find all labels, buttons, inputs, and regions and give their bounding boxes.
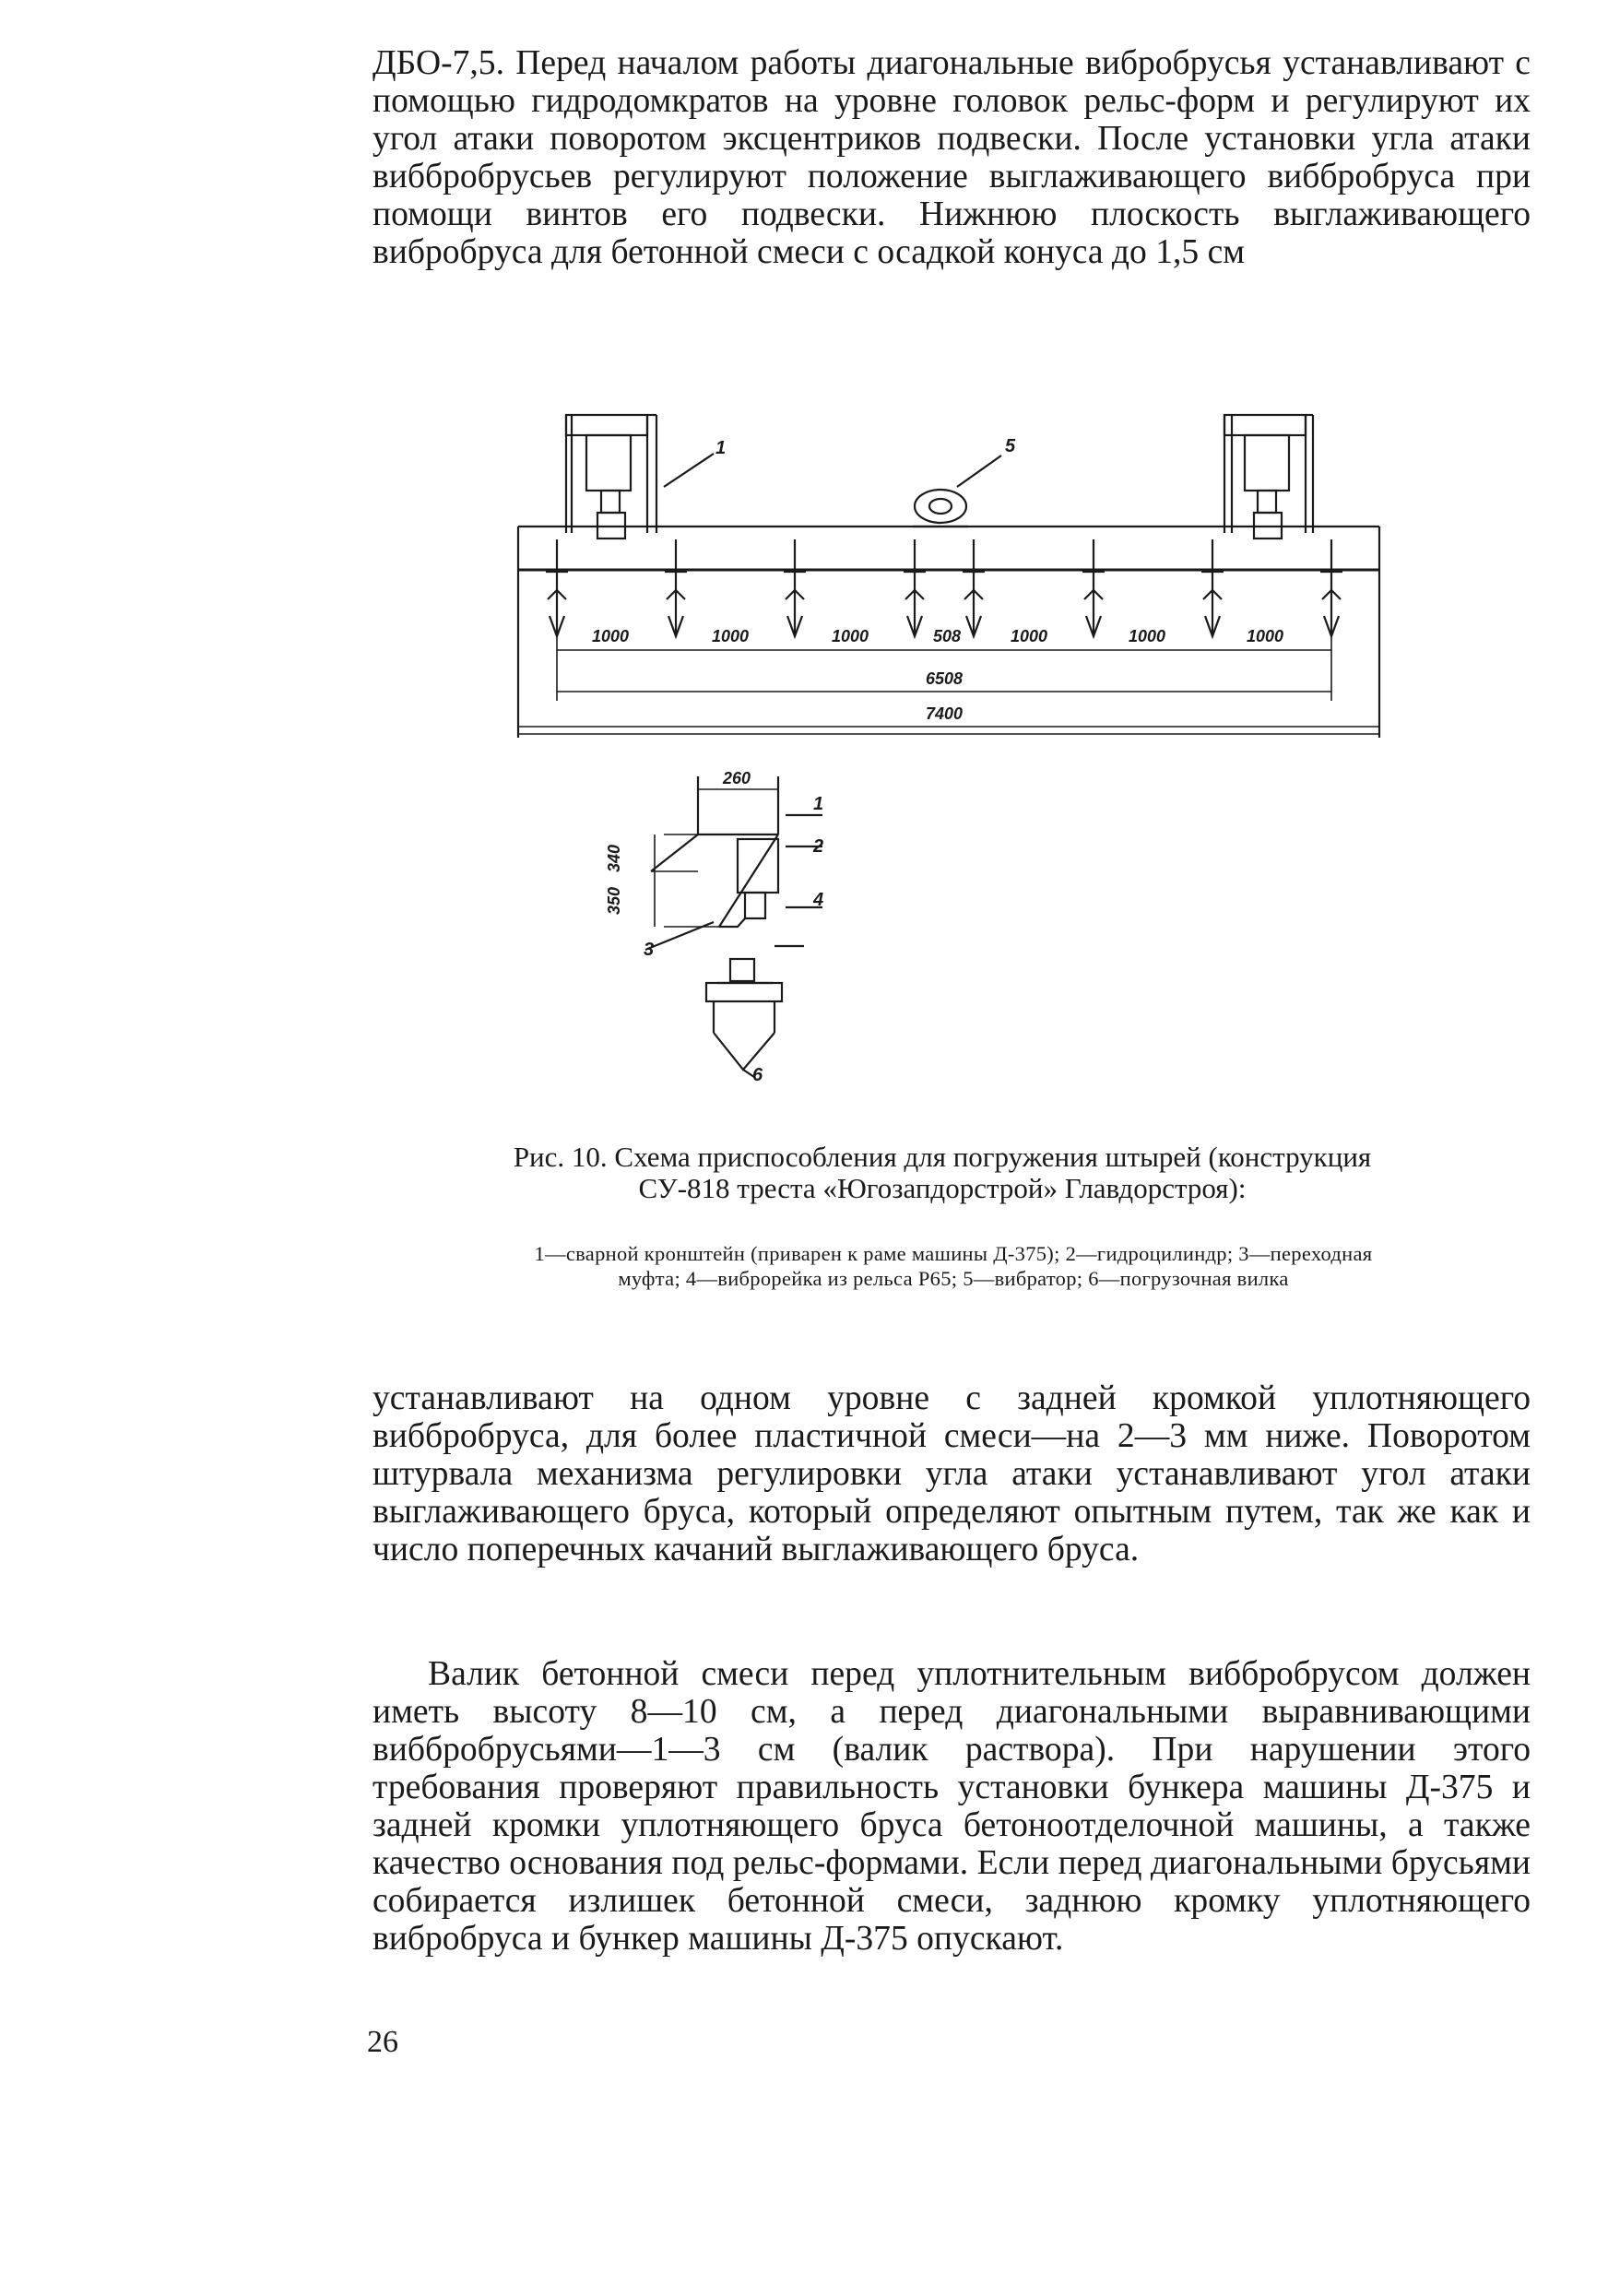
overall-width-label: 7400 [926,704,964,723]
side-view [645,776,822,1077]
spacing-label-1: 1000 [592,627,630,645]
side-width-label: 260 [723,769,751,787]
inner-width-label: 6508 [926,669,964,688]
callout-1-side: 1 [813,794,824,814]
pins [546,539,1342,636]
page-number: 26 [367,2025,398,2059]
paragraph-top: ДБО-7,5. Перед началом работы диагональные вибробрусья устанавливают с помощью гидродомкратов на уровне головок рельс-форм и регулируют их угол атаки поворотом эксцентриков подвески. После установки угла атаки виббробрусьев регулируют положение выглаживающего виббробруса при помощи винтов его подвески. Нижнюю плоскость выглаживающего вибробруса для бетонной смеси с осадкой конуса до 1,5 см [372,44,1531,271]
left-bracket [566,415,714,538]
callout-3-side: 3 [644,940,655,960]
dimension-lines [518,636,1379,727]
spacing-label-2: 1000 [712,627,750,645]
right-bracket [1224,415,1313,538]
callout-1-top: 1 [715,438,727,458]
spacing-label-5: 1000 [1011,627,1048,645]
callout-6-side: 6 [752,1065,763,1085]
paragraph-middle: устанавливают на одном уровне с задней кромкой уплотняющего виббробруса, для более пластичной смеси—на 2—3 мм ниже. Поворотом штурвала механизма регулировки угла атаки устанавливают угол атаки выглаживающего бруса, который определяют опытным путем, так же как и число поперечных качаний выглаживающего бруса. [372,1379,1531,1568]
paragraph-end-text: Валик бетонной смеси перед уплотнительным виббробрусом должен иметь высоту 8—10 см, а перед диагональными выравнивающими виббробрусьями—1—3 см (валик раствора). При нарушении этого требования проверяют правильность установки бункера машины Д-375 и задней кромки уплотняющего бруса бетоноотделочной машины, а также качество основания под рельс-формами. Если перед диагональными брусьями собирается излишек бетонной смеси, заднюю кромку уплотняющего вибробруса и бункер машины Д-375 опускают. [372,1655,1531,1958]
top-view-frame [518,527,1379,738]
spacing-label-4: 508 [933,627,962,645]
side-height-upper-label: 340 [605,844,623,872]
vibrator [913,456,1001,527]
side-height-total-label: 350 [605,886,623,915]
callout-5-top: 5 [1005,436,1016,456]
figure-caption-title: Рис. 10. Схема приспособления для погружения штырей (конструкция СУ-818 треста «Югозапдорстрой» Главдорстроя): [513,1141,1372,1204]
paragraph-end [372,1655,1531,1958]
callout-4-side: 4 [813,890,824,910]
figure-caption-legend: 1—сварной кронштейн (приварен к раме машины Д-375); 2—гидроцилиндр; 3—переходная муфта; 4—виброрейка из рельса Р65; 5—вибратор; 6—погрузочная вилка [534,1242,1373,1290]
spacing-label-3: 1000 [832,627,869,645]
spacing-label-6: 1000 [1129,627,1166,645]
spacing-label-7: 1000 [1247,627,1284,645]
callout-2-side: 2 [813,836,824,857]
